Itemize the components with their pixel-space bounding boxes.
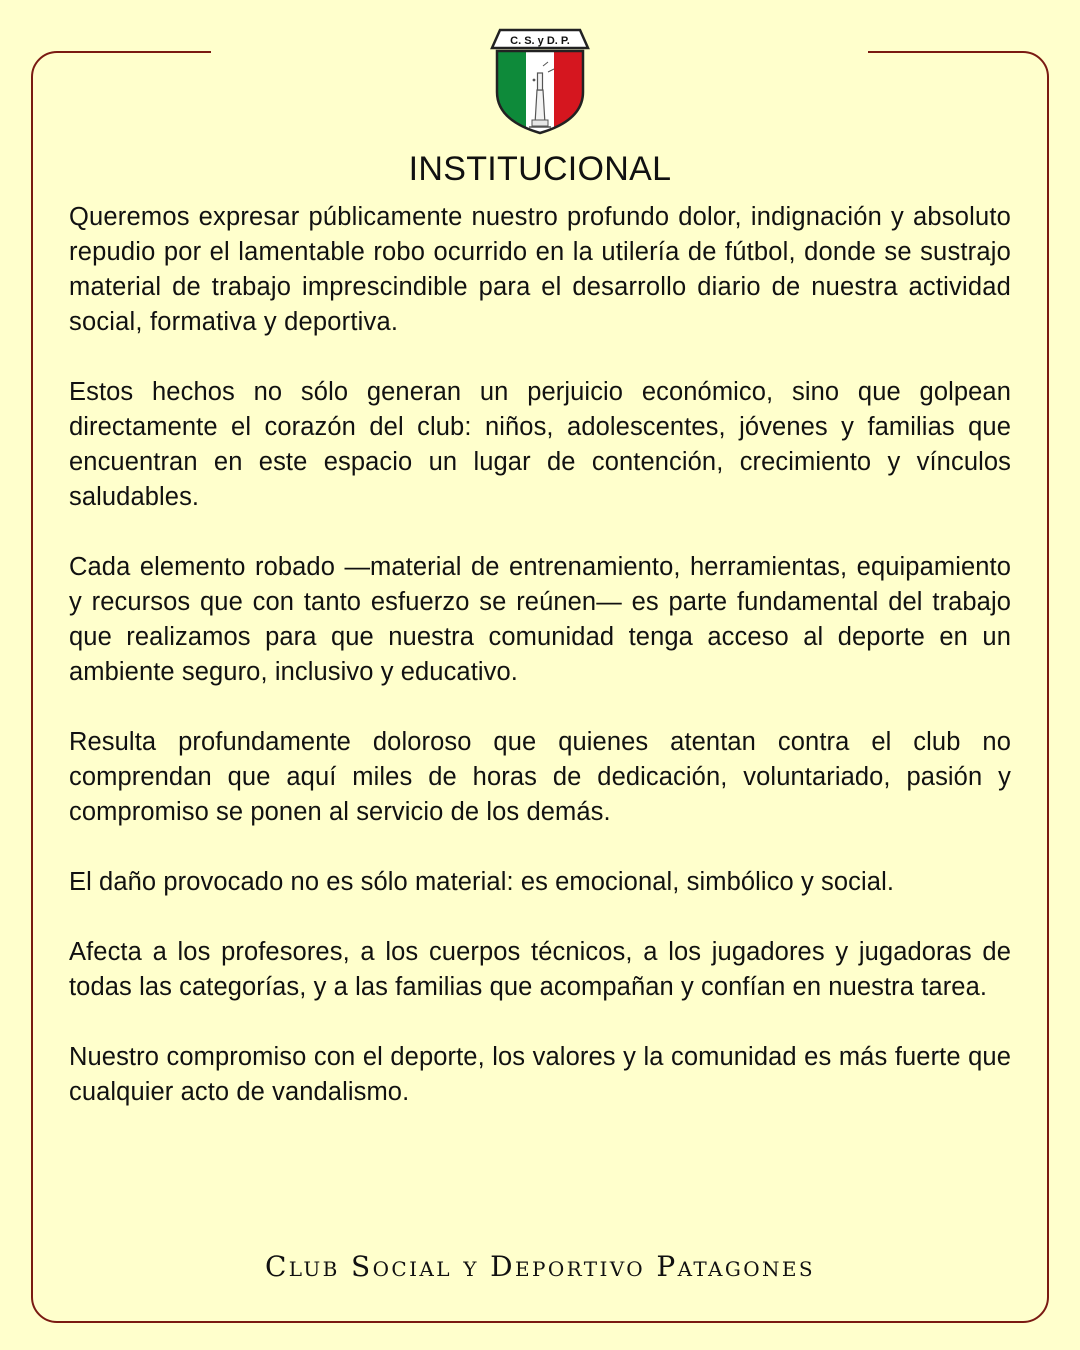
paragraph-4: Resulta profundamente doloroso que quienes atentan contra el club no comprendan que aquí miles de horas de dedicación, voluntariado, pasión y compromiso se ponen al servicio de los demás. [69,728,1011,826]
crest-text: C. S. y D. P. [510,35,570,47]
paragraph-2: Estos hechos no sólo generan un perjuicio económico, sino que golpean directamente el corazón del club: niños, adolescentes, jóvenes y familias que encuentran en este espacio un lugar de contención, crecimiento y vínculos saludables. [69,378,1011,511]
paragraph-6: Afecta a los profesores, a los cuerpos técnicos, a los jugadores y jugadoras de todas las categorías, y a las familias que acompañan y confían en nuestra tarea. [69,938,1011,1001]
paragraph-5: El daño provocado no es sólo material: es emocional, simbólico y social. [69,868,895,896]
paragraph-1: Queremos expresar públicamente nuestro profundo dolor, indignación y absoluto repudio por el lamentable robo ocurrido en la utilería de fútbol, donde se sustrajo material de trabajo imprescindible para el desarrollo diario de nuestra actividad social, formativa y deportiva. [69,203,1011,336]
crest-shield-icon [490,28,590,138]
club-crest [490,28,590,138]
statement-body [69,200,1011,1145]
paragraph-7: Nuestro compromiso con el deporte, los valores y la comunidad es más fuerte que cualquier acto de vandalismo. [69,1043,1011,1106]
paragraph-3: Cada elemento robado —material de entrenamiento, herramientas, equipamiento y recursos que con tanto esfuerzo se reúnen— es parte fundamental del trabajo que realizamos para que nuestra comunidad tenga acceso al deporte en un ambiente seguro, inclusivo y educativo. [69,553,1011,686]
page-title: INSTITUCIONAL [408,150,672,188]
club-signature: Club Social y Deportivo Patagones [264,1250,816,1283]
